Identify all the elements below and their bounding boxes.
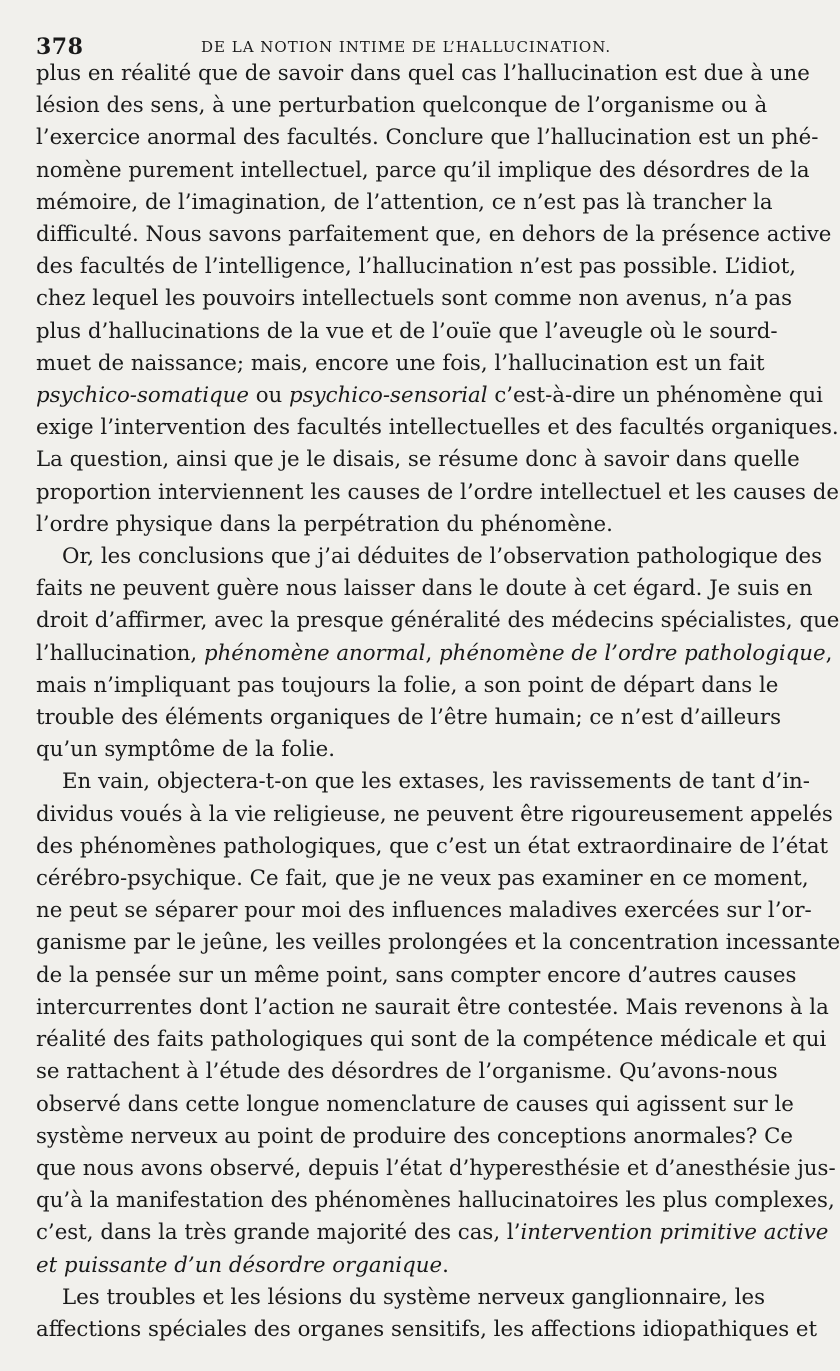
running-head — [36, 0, 764, 62]
text-line — [36, 766, 810, 798]
text-line — [36, 1250, 764, 1282]
text-run: système nerveux au point de produire des conceptions anormales? Ce — [36, 1123, 794, 1149]
text-line — [36, 1282, 764, 1314]
text-run: lésion des sens, à une perturbation quelconque de l’organisme ou à — [36, 93, 768, 119]
italic-text: et puissante d’un désordre organique — [36, 1252, 443, 1278]
text-line — [36, 1024, 827, 1056]
text-line — [36, 863, 809, 895]
text-run: plus d’hallucinations de la vue et de l’ouïe que l’aveugle où le sourd- — [36, 318, 778, 344]
text-line — [36, 155, 810, 187]
text-run: Or, les conclusions que j’ai déduites de l’observation pathologique des — [62, 544, 823, 570]
text-run: l’hallucination, — [36, 640, 204, 666]
text-line — [36, 90, 768, 122]
text-line — [36, 799, 833, 831]
body-text — [36, 58, 840, 1346]
text-run: réalité des faits pathologiques qui sont de la compétence médicale et qui — [36, 1027, 827, 1053]
text-run: proportion interviennent les causes de l’ordre intellectuel et les causes de — [36, 479, 839, 505]
text-line — [36, 251, 797, 283]
text-line — [36, 58, 810, 90]
text-run: trouble des éléments organiques de l’être humain; ce n’est d’ailleurs — [36, 705, 782, 731]
text-line — [36, 670, 779, 702]
text-run: de la pensée sur un même point, sans compter encore d’autres causes — [36, 962, 797, 988]
text-line — [36, 380, 823, 412]
text-line — [36, 927, 840, 959]
text-line — [36, 477, 839, 509]
text-run: ne peut se séparer pour moi des influences maladives exercées sur l’or- — [36, 898, 812, 924]
text-line — [36, 1153, 836, 1185]
text-line — [36, 316, 778, 348]
text-run: c’est-à-dire un phénomène qui — [487, 383, 823, 409]
text-run: des facultés de l’intelligence, l’hallucination n’est pas possible. L’idiot, — [36, 254, 797, 280]
text-line — [36, 444, 800, 476]
text-line — [36, 187, 773, 219]
text-line — [36, 992, 829, 1024]
paragraph — [36, 766, 840, 1281]
text-run: qu’un symptôme de la folie. — [36, 737, 336, 763]
text-run: mémoire, de l’imagination, de l’attention, ce n’est pas là trancher la — [36, 189, 773, 215]
text-run: l’exercice anormal des facultés. Conclure que l’hallucination est un phé- — [36, 125, 819, 151]
text-run: se rattachent à l’étude des désordres de l’organisme. Qu’avons-nous — [36, 1059, 778, 1085]
text-run: affections spéciales des organes sensitifs, les affections idiopathiques et — [36, 1316, 818, 1342]
text-run: exige l’intervention des facultés intellectuelles et des facultés organiques. — [36, 415, 839, 441]
text-line — [36, 831, 829, 863]
text-line — [36, 895, 812, 927]
text-run: des phénomènes pathologiques, que c’est un état extraordinaire de l’état — [36, 833, 829, 859]
text-run: La question, ainsi que je le disais, se résume donc à savoir dans quelle — [36, 447, 800, 473]
text-run: Les troubles et les lésions du système nerveux ganglionnaire, les — [62, 1284, 766, 1310]
text-run: mais n’impliquant pas toujours la folie, a son point de départ dans le — [36, 672, 779, 698]
text-line — [36, 605, 840, 637]
italic-text: phénomène anormal — [203, 640, 426, 666]
text-run: observé dans cette longue nomenclature de causes qui agissent sur le — [36, 1091, 794, 1117]
text-line — [36, 1121, 794, 1153]
text-line — [36, 1056, 778, 1088]
text-run: , — [825, 640, 833, 666]
italic-text: phénomène de l’ordre pathologique — [438, 640, 826, 666]
text-run: En vain, objectera-t-on que les extases, les ravissements de tant d’in- — [62, 769, 810, 795]
text-run: nomène purement intellectuel, parce qu’il implique des désordres de la — [36, 157, 810, 183]
text-line — [36, 348, 764, 380]
text-line — [36, 573, 813, 605]
text-line — [36, 734, 764, 766]
text-run: intercurrentes dont l’action ne saurait être contestée. Mais revenons à la — [36, 994, 829, 1020]
text-run: , — [425, 640, 439, 666]
text-line — [36, 1089, 794, 1121]
text-line — [36, 1314, 818, 1346]
text-line — [36, 412, 839, 444]
text-line — [36, 702, 782, 734]
page-number: 378 — [36, 34, 84, 60]
running-title: DE LA NOTION INTIME DE L’HALLUCINATION. — [201, 38, 612, 56]
text-run: dividus voués à la vie religieuse, ne peuvent être rigoureusement appelés — [36, 801, 833, 827]
text-run: . — [442, 1252, 449, 1278]
text-run: qu’à la manifestation des phénomènes hallucinatoires les plus complexes, — [36, 1188, 835, 1214]
text-line — [36, 1217, 829, 1249]
text-line — [36, 509, 764, 541]
italic-text: intervention primitive active — [520, 1220, 829, 1246]
text-run: muet de naissance; mais, encore une fois, l’hallucination est un fait — [36, 350, 765, 376]
text-line — [36, 283, 793, 315]
text-run: c’est, dans la très grande majorité des cas, l’ — [36, 1220, 521, 1246]
text-line — [36, 638, 833, 670]
italic-text: psychico-somatique — [36, 383, 249, 409]
text-run: l’ordre physique dans la perpétration du phénomène. — [36, 511, 613, 537]
text-run: plus en réalité que de savoir dans quel cas l’hallucination est due à une — [36, 61, 810, 86]
text-run: ganisme par le jeûne, les veilles prolongées et la concentration incessante — [36, 930, 840, 956]
text-run: droit d’affirmer, avec la presque généralité des médecins spécialistes, que — [36, 608, 840, 634]
text-run: faits ne peuvent guère nous laisser dans le doute à cet égard. Je suis en — [36, 576, 813, 602]
italic-text: psychico-sensorial — [289, 383, 488, 409]
paragraph — [36, 1282, 818, 1346]
text-line — [36, 541, 823, 573]
text-line — [36, 1185, 835, 1217]
text-run: ou — [248, 383, 290, 409]
text-run: chez lequel les pouvoirs intellectuels sont comme non avenus, n’a pas — [36, 286, 793, 312]
paragraph — [36, 541, 840, 766]
text-run: cérébro-psychique. Ce fait, que je ne veux pas examiner en ce moment, — [36, 866, 809, 892]
text-line — [36, 122, 819, 154]
text-line — [36, 219, 832, 251]
paragraph — [36, 58, 839, 541]
text-run: que nous avons observé, depuis l’état d’hyperesthésie et d’anesthésie jus- — [36, 1155, 836, 1181]
text-run: difficulté. Nous savons parfaitement que, en dehors de la présence active — [36, 222, 832, 248]
text-line — [36, 960, 797, 992]
